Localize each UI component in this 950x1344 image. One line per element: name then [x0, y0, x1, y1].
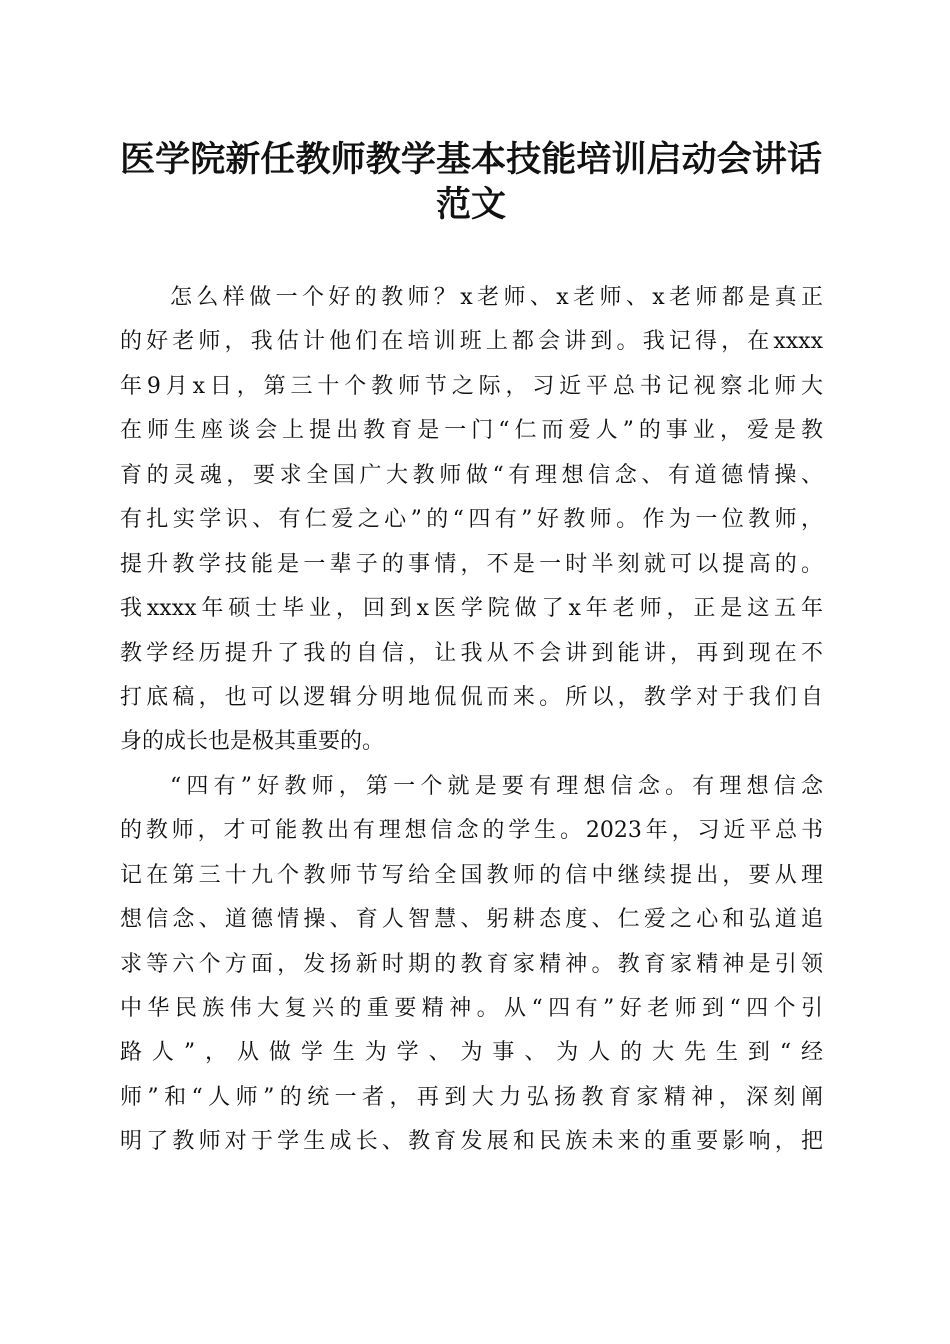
- text-line: 明了教师对于学生成长、教育发展和民族未来的重要影响，把: [120, 1129, 823, 1155]
- text-line: 师”和“人师”的统一者，再到大力弘扬教育家精神，深刻阐: [120, 1084, 823, 1110]
- text-line: 身的成长也是极其重要的。: [120, 729, 385, 755]
- text-line: “四有”好教师，第一个就是要有理想信念。有理想信念: [170, 773, 823, 799]
- text-line: 想信念、道德情操、育人智慧、躬耕态度、仁爱之心和弘道追: [120, 907, 823, 933]
- text-line: 年9月x日，第三十个教师节之际，习近平总书记视察北师大: [120, 373, 823, 399]
- text-line: 怎么样做一个好的教师？x老师、x老师、x老师都是真正: [170, 285, 823, 310]
- text-line: 我xxxx年硕士毕业，回到x医学院做了x年老师，正是这五年: [120, 596, 823, 622]
- text-line: 教学经历提升了我的自信，让我从不会讲到能讲，再到现在不: [120, 640, 823, 666]
- document-body: [120, 276, 823, 1165]
- text-line: 打底稿，也可以逻辑分明地侃侃而来。所以，教学对于我们自: [120, 684, 823, 710]
- text-line: 的教师，才可能教出有理想信念的学生。2023年，习近平总书: [120, 818, 823, 844]
- text-line: 路人”，从做学生为学、为事、为人的大先生到“经: [120, 1040, 823, 1066]
- text-line: 在师生座谈会上提出教育是一门“仁而爱人”的事业，爱是教: [120, 418, 823, 444]
- text-line: 有扎实学识、有仁爱之心”的“四有”好教师。作为一位教师，: [120, 507, 823, 533]
- paragraph-1: [120, 276, 823, 765]
- text-line: 育的灵魂，要求全国广大教师做“有理想信念、有道德情操、: [120, 462, 823, 488]
- text-line: 求等六个方面，发扬新时期的教育家精神。教育家精神是引领: [120, 951, 823, 977]
- document-title-line-1: 医学院新任教师教学基本技能培训启动会讲话: [120, 139, 822, 180]
- text-line: 中华民族伟大复兴的重要精神。从“四有”好老师到“四个引: [120, 996, 823, 1021]
- text-line: 的好老师，我估计他们在培训班上都会讲到。我记得，在xxxx: [120, 329, 823, 355]
- document-title-line-2: 范文: [435, 184, 506, 225]
- paragraph-2: [120, 765, 823, 1165]
- text-line: 提升教学技能是一辈子的事情，不是一时半刻就可以提高的。: [120, 551, 823, 577]
- text-line: 记在第三十九个教师节写给全国教师的信中继续提出，要从理: [120, 862, 823, 888]
